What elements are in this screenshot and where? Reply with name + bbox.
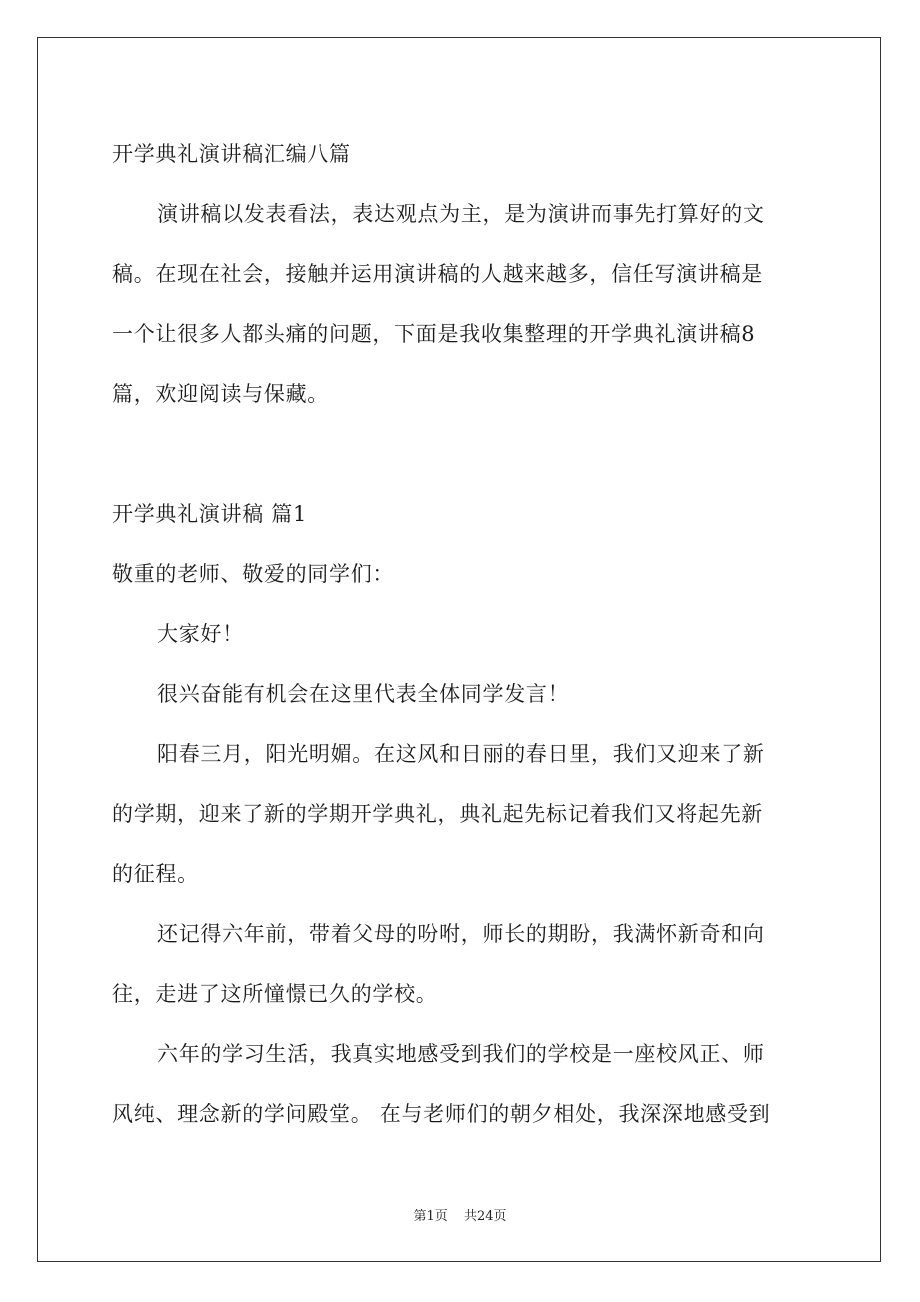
document-title: 开学典礼演讲稿汇编八篇 <box>112 142 351 166</box>
current-page-label: 第1页 <box>413 1209 448 1224</box>
paragraph-line: 阳春三月，阳光明媚。在这风和日丽的春日里，我们又迎来了新 <box>157 742 765 766</box>
paragraph-line: 还记得六年前，带着父母的吩咐，师长的期盼，我满怀新奇和向 <box>157 922 765 946</box>
intro-line: 演讲稿以发表看法，表达观点为主，是为演讲而事先打算好的文 <box>157 202 765 226</box>
paragraph-line: 的学期，迎来了新的学期开学典礼，典礼起先标记着我们又将起先新 <box>112 802 763 826</box>
greeting: 大家好！ <box>157 622 244 646</box>
intro-line: 一个让很多人都头痛的问题，下面是我收集整理的开学典礼演讲稿8 <box>112 322 756 346</box>
salutation: 敬重的老师、敬爱的同学们： <box>112 562 395 586</box>
spacer <box>112 424 812 484</box>
total-pages-label: 共24页 <box>463 1209 507 1224</box>
paragraph: 很兴奋能有机会在这里代表全体同学发言！ <box>157 682 570 706</box>
paragraph-line: 风纯、理念新的学问殿堂。 在与老师们的朝夕相处，我深深地感受到 <box>112 1102 771 1126</box>
page-footer <box>0 1205 920 1224</box>
paragraph-line: 六年的学习生活，我真实地感受到我们的学校是一座校风正、师 <box>157 1042 765 1066</box>
paragraph-line: 往，走进了这所憧憬已久的学校。 <box>112 982 438 1006</box>
intro-line: 稿。在现在社会，接触并运用演讲稿的人越来越多，信任写演讲稿是 <box>112 262 763 286</box>
intro-line: 篇，欢迎阅读与保藏。 <box>112 382 329 406</box>
paragraph-line: 的征程。 <box>112 862 199 886</box>
document-body <box>112 124 812 1144</box>
section-heading: 开学典礼演讲稿 篇1 <box>112 502 308 526</box>
